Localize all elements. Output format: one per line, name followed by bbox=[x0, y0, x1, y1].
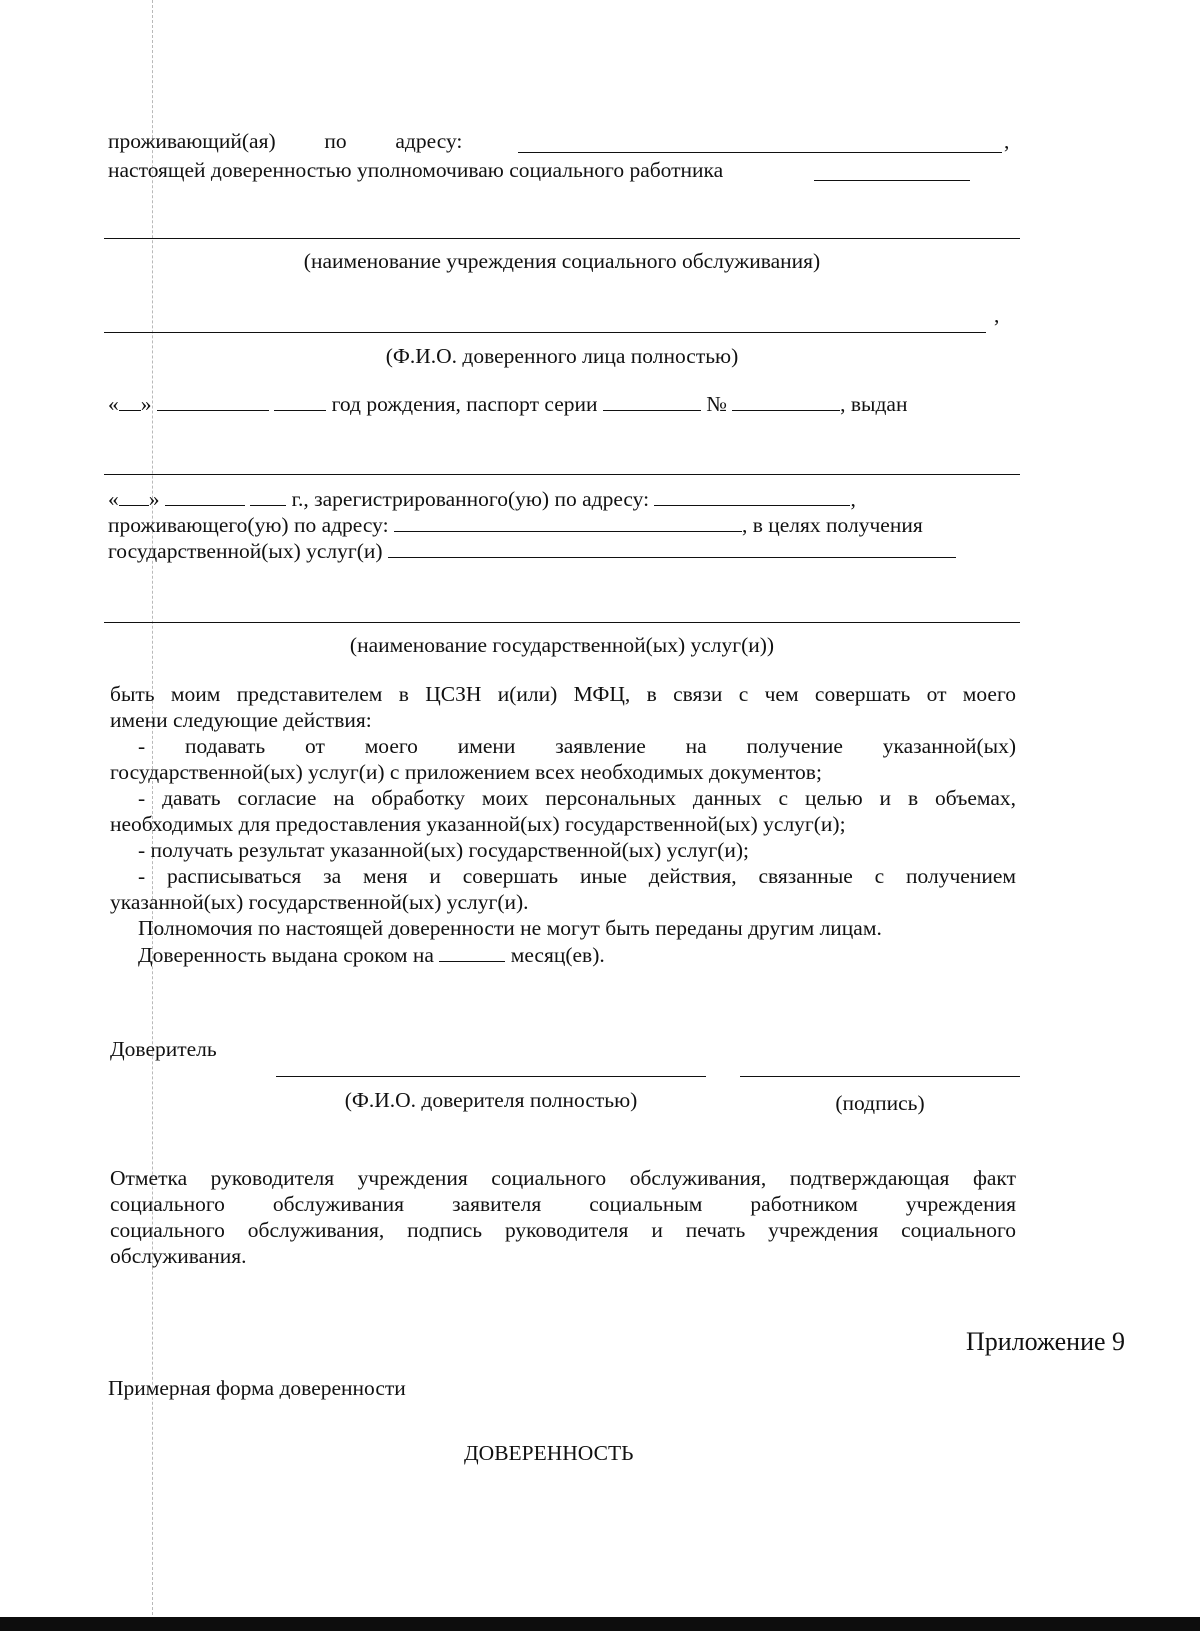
comma-1: , bbox=[1004, 129, 1010, 153]
trustor-signature-blank bbox=[740, 1076, 1020, 1077]
text-po: по bbox=[324, 129, 347, 153]
birth-passport-text: год рождения, паспорт серии bbox=[331, 392, 598, 416]
residence-text: проживающего(ую) по адресу: bbox=[108, 513, 389, 537]
body-line-2: имени следующие действия: bbox=[110, 708, 372, 732]
body-line-3: - подавать от моего имени заявление на получение указанной(ых) bbox=[138, 734, 1016, 758]
quote-close: » bbox=[140, 392, 152, 416]
address-label-1 bbox=[108, 128, 462, 155]
address-blank-1 bbox=[518, 152, 1002, 153]
term-line bbox=[138, 941, 605, 969]
body-line-1: быть моим представителем в ЦСЗН и(или) МФЦ, в связи с чем совершать от моего bbox=[110, 682, 1016, 706]
term-blank bbox=[439, 941, 505, 962]
service-name-blank bbox=[104, 622, 1020, 623]
trustor-name-blank bbox=[276, 1076, 706, 1077]
caption-service-name: (наименование государственной(ых) услуг(и)) bbox=[349, 633, 775, 657]
registered-text: г., зарегистрированного(ую) по адресу: bbox=[291, 487, 650, 511]
month-blank-2 bbox=[165, 485, 245, 506]
services-blank bbox=[388, 537, 956, 558]
trustor-label: Доверитель bbox=[110, 1037, 217, 1061]
comma-2: , bbox=[994, 303, 1000, 327]
sample-form-label: Примерная форма доверенности bbox=[108, 1376, 406, 1400]
body-line-8: - расписываться за меня и совершать иные действия, связанные с получением bbox=[138, 864, 1016, 888]
registration-address-blank bbox=[654, 485, 850, 506]
months-text: месяц(ев). bbox=[510, 943, 605, 967]
trustee-name-blank bbox=[104, 332, 986, 333]
text-address: адресу: bbox=[395, 129, 463, 153]
issued-by-blank bbox=[104, 474, 1020, 475]
mark-line-2: социального обслуживания заявителя социальным работником учреждения bbox=[110, 1192, 1016, 1216]
year-blank-2 bbox=[250, 485, 286, 506]
residence-line bbox=[108, 511, 923, 539]
passport-series-blank bbox=[603, 390, 701, 411]
birth-passport-line bbox=[108, 390, 907, 418]
quote-close-2: » bbox=[148, 487, 160, 511]
day-blank bbox=[119, 390, 141, 411]
term-text: Доверенность выдана сроком на bbox=[138, 943, 434, 967]
document-heading: ДОВЕРЕННОСТЬ bbox=[464, 1441, 634, 1465]
residence-address-blank bbox=[394, 511, 742, 532]
scan-bottom-edge bbox=[0, 1617, 1200, 1631]
services-text: государственной(ых) услуг(и) bbox=[108, 539, 383, 563]
body-line-10: Полномочия по настоящей доверенности не могут быть переданы другим лицам. bbox=[138, 916, 882, 940]
body-line-5: - давать согласие на обработку моих персональных данных с целью и в объемах, bbox=[138, 786, 1016, 810]
authorize-text: настоящей доверенностью уполномочиваю социального работника bbox=[108, 158, 724, 182]
day-blank-2 bbox=[119, 485, 149, 506]
services-line bbox=[108, 537, 956, 565]
appendix-label: Приложение 9 bbox=[966, 1327, 1126, 1356]
caption-trustee-name: (Ф.И.О. доверенного лица полностью) bbox=[385, 344, 739, 368]
social-worker-blank bbox=[814, 180, 970, 181]
quote-open-2: « bbox=[108, 487, 119, 511]
mark-line-1: Отметка руководителя учреждения социального обслуживания, подтверждающая факт bbox=[110, 1166, 1016, 1190]
caption-trustor-name: (Ф.И.О. доверителя полностью) bbox=[344, 1088, 638, 1112]
text-lived: проживающий(ая) bbox=[108, 129, 276, 153]
body-line-6: необходимых для предоставления указанной(ых) государственной(ых) услуг(и); bbox=[110, 812, 846, 836]
mark-line-4: обслуживания. bbox=[110, 1244, 247, 1268]
month-blank bbox=[157, 390, 269, 411]
registration-line bbox=[108, 485, 856, 513]
institution-blank bbox=[104, 238, 1020, 239]
body-line-4: государственной(ых) услуг(и) с приложением всех необходимых документов; bbox=[110, 760, 822, 784]
caption-institution: (наименование учреждения социального обслуживания) bbox=[303, 249, 821, 273]
quote-open: « bbox=[108, 392, 119, 416]
body-line-7: - получать результат указанной(ых) государственной(ых) услуг(и); bbox=[138, 838, 750, 862]
number-sign: № bbox=[706, 392, 727, 416]
comma-3: , bbox=[850, 487, 856, 511]
year-blank bbox=[274, 390, 326, 411]
passport-number-blank bbox=[732, 390, 840, 411]
issued-text: , выдан bbox=[840, 392, 908, 416]
mark-line-3: социального обслуживания, подпись руководителя и печать учреждения социального bbox=[110, 1218, 1016, 1242]
caption-signature: (подпись) bbox=[835, 1091, 925, 1115]
body-line-9: указанной(ых) государственной(ых) услуг(и). bbox=[110, 890, 529, 914]
purpose-text: , в целях получения bbox=[741, 513, 923, 537]
